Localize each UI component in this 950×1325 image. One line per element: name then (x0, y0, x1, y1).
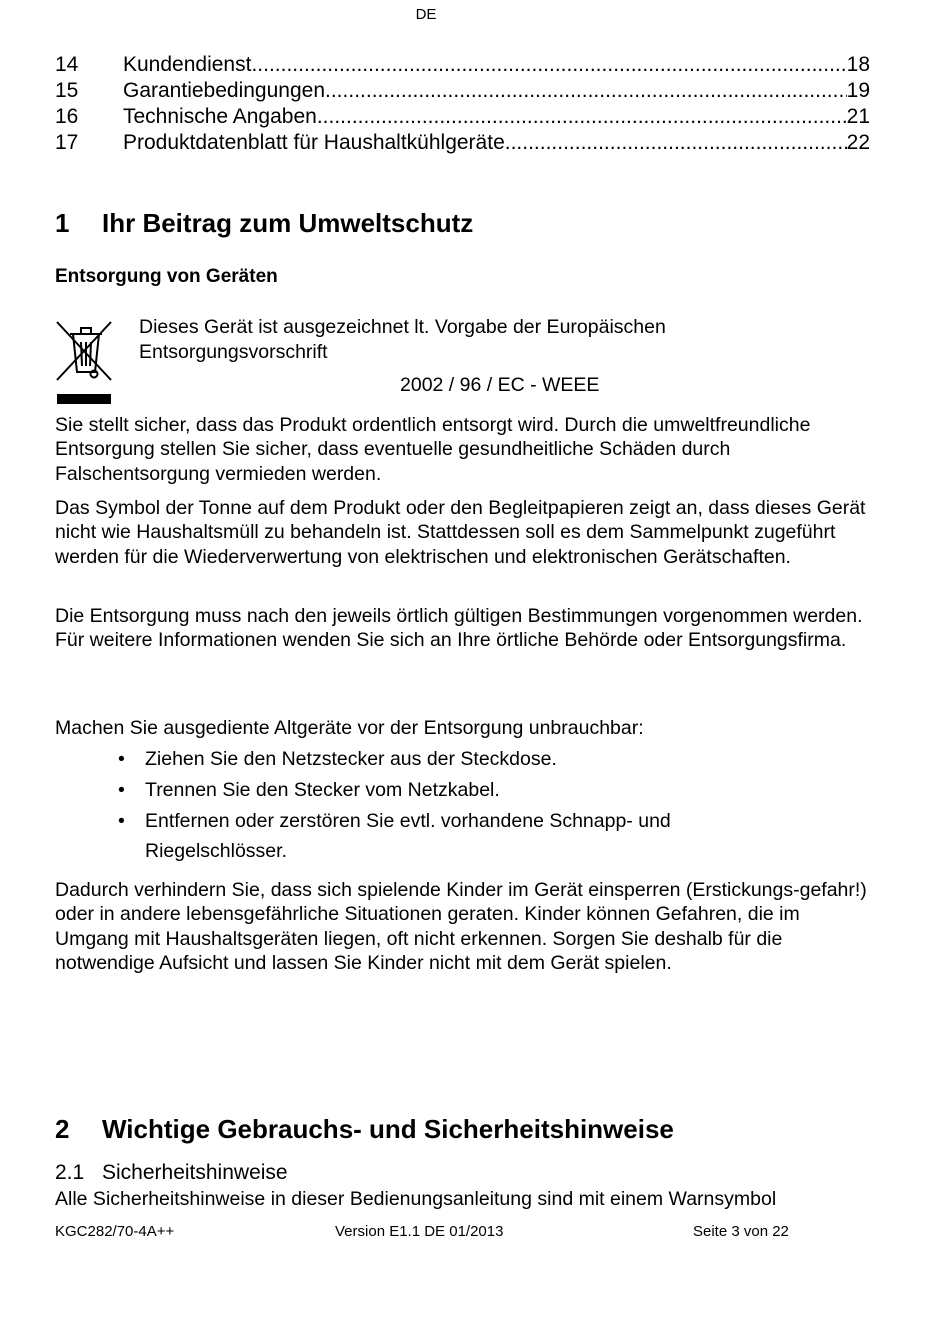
section-number: 1 (55, 208, 70, 238)
toc-page: 21 (846, 105, 870, 128)
list-item (118, 806, 738, 866)
toc-leader (325, 78, 847, 104)
weee-text-line: Dieses Gerät ist ausgezeichnet lt. Vorgabe der Europäischen (139, 316, 666, 338)
list-item-text: Entfernen oder zerstören Sie evtl. vorhandene Schnapp- und Riegelschlösser. (145, 810, 671, 862)
section-number: 2 (55, 1114, 70, 1144)
paragraph: Machen Sie ausgediente Altgeräte vor der Entsorgung unbrauchbar: (55, 717, 644, 739)
section-heading (55, 1114, 674, 1145)
toc-number: 17 (55, 131, 79, 154)
weee-text-line: Entsorgungsvorschrift (139, 341, 328, 363)
footer-version: Version E1.1 DE 01/2013 (335, 1223, 504, 1240)
toc-leader (251, 52, 846, 78)
toc-page: 22 (846, 131, 870, 154)
toc-title: Produktdatenblatt für Haushaltkühlgeräte (123, 131, 505, 154)
toc-entry[interactable] (55, 52, 870, 78)
paragraph: Dadurch verhindern Sie, dass sich spielende Kinder im Gerät einsperren (Erstickungs-gefahr!) oder in andere lebensgefährliche Situationen geraten. Kinder können Gefahren, die im Umgang mit Haushaltsgeräten liegen, oft nicht erkennen. Sorgen Sie deshalb für die notwendige Aufsicht und lassen Sie Kinder nicht mit dem Gerät spielen. (55, 879, 867, 974)
subsection-title: Sicherheitshinweise (102, 1161, 288, 1184)
footer-model: KGC282/70-4A++ (55, 1223, 175, 1240)
subsection-number: 2.1 (55, 1161, 85, 1184)
paragraph: Sie stellt sicher, dass das Produkt ordentlich entsorgt wird. Durch die umweltfreundliche Entsorgung stellen Sie sicher, dass eventuelle gesundheitliche Schäden durch Falschentsorgung vermieden werden. (55, 414, 811, 485)
toc-title: Garantiebedingungen (123, 79, 326, 102)
bullet-icon: • (118, 779, 125, 801)
language-label: DE (415, 6, 437, 23)
weee-directive: 2002 / 96 / EC - WEEE (400, 374, 600, 396)
toc-number: 15 (55, 79, 79, 102)
toc-entry[interactable] (55, 104, 870, 130)
toc-title: Kundendienst (123, 53, 252, 76)
paragraph: Das Symbol der Tonne auf dem Produkt oder den Begleitpapieren zeigt an, dass dieses Gerät nicht wie Haushaltsmüll zu behandeln ist. Stattdessen soll es dem Sammelpunkt zugeführt werden für die Wiederverwertung von elektrischen und elektronischen Gerätschaften. (55, 497, 866, 568)
paragraph: Die Entsorgung muss nach den jeweils örtlich gültigen Bestimmungen vorgenommen werden. Für weitere Informationen wenden Sie sich an Ihre örtliche Behörde oder Entsorgungsfirma. (55, 605, 863, 652)
section-title: Ihr Beitrag zum Umweltschutz (102, 208, 474, 238)
toc-page: 19 (846, 79, 870, 102)
list-item (118, 744, 818, 774)
subheading: Entsorgung von Geräten (55, 266, 278, 287)
toc-leader (317, 104, 847, 130)
list-item (118, 775, 818, 805)
toc-number: 16 (55, 105, 79, 128)
subsection-heading (55, 1161, 288, 1185)
toc-entry[interactable] (55, 78, 870, 104)
paragraph: Alle Sicherheitshinweise in dieser Bedienungsanleitung sind mit einem Warnsymbol (55, 1188, 777, 1210)
toc-number: 14 (55, 53, 79, 76)
list-item-text: Trennen Sie den Stecker vom Netzkabel. (145, 779, 500, 801)
weee-crossed-bin-icon (55, 318, 115, 408)
bullet-icon: • (118, 748, 125, 770)
bullet-icon: • (118, 810, 125, 832)
toc-title: Technische Angaben (123, 105, 317, 128)
toc-entry[interactable] (55, 130, 870, 156)
toc-leader (505, 130, 847, 156)
footer-page-number: Seite 3 von 22 (693, 1223, 789, 1240)
section-title: Wichtige Gebrauchs- und Sicherheitshinweise (102, 1114, 674, 1144)
list-item-text: Ziehen Sie den Netzstecker aus der Steckdose. (145, 748, 557, 770)
section-heading (55, 208, 473, 239)
toc-page: 18 (846, 53, 870, 76)
